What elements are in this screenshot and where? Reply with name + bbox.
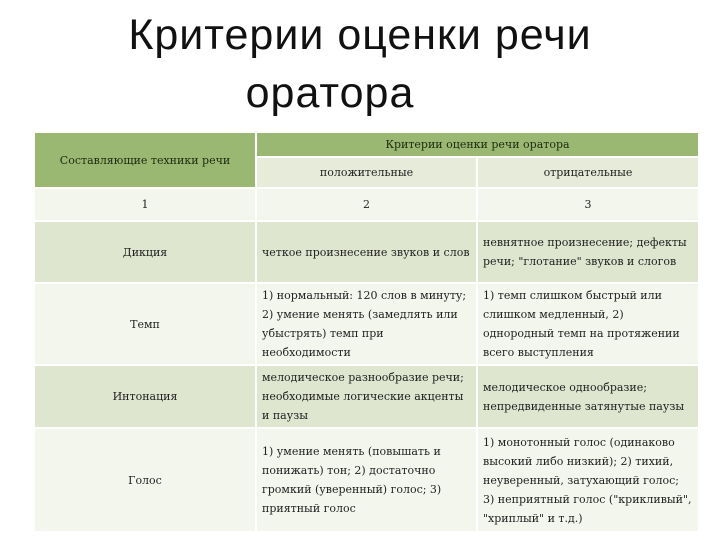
positive-criteria: четкое произнесение звуков и слов [256,221,477,283]
column-number: 1 [34,188,256,221]
positive-criteria: 1) умение менять (повышать и понижать) тон; 2) достаточно громкий (уверенный) голос; 3) приятный голос [256,428,477,532]
column-number: 2 [256,188,477,221]
negative-criteria: 1) монотонный голос (одинаково высокий либо низкий); 2) тихий, неуверенный, затухающий голос; 3) неприятный голос ("крикливый", "хриплый" и т.д.) [477,428,699,532]
table-row [34,428,699,532]
column-header-negative: отрицательные [477,157,699,188]
slide-title [0,6,720,122]
negative-criteria: мелодическое однообразие; непредвиденные затянутые паузы [477,365,699,428]
negative-criteria: 1) темп слишком быстрый или слишком медленный, 2) однородный темп на протяжении всего выступления [477,283,699,365]
positive-criteria: мелодическое разнообразие речи; необходимые логические акценты и паузы [256,365,477,428]
row-name: Голос [34,428,256,532]
table-header-row [34,132,699,157]
row-name: Дикция [34,221,256,283]
column-header-components: Составляющие техники речи [34,132,256,188]
criteria-table [33,131,700,533]
table-row [34,221,699,283]
positive-criteria: 1) нормальный: 120 слов в минуту; 2) умение менять (замедлять или убыстрять) темп при необходимости [256,283,477,365]
row-name: Темп [34,283,256,365]
slide-title-line1: Критерии оценки речи [128,11,592,59]
table-row [34,365,699,428]
column-group-header-criteria: Критерии оценки речи оратора [256,132,699,157]
negative-criteria: невнятное произнесение; дефекты речи; "глотание" звуков и слогов [477,221,699,283]
row-name: Интонация [34,365,256,428]
table-row [34,283,699,365]
column-number-row [34,188,699,221]
slide-title-line2: оратора [245,69,415,117]
column-header-positive: положительные [256,157,477,188]
column-number: 3 [477,188,699,221]
